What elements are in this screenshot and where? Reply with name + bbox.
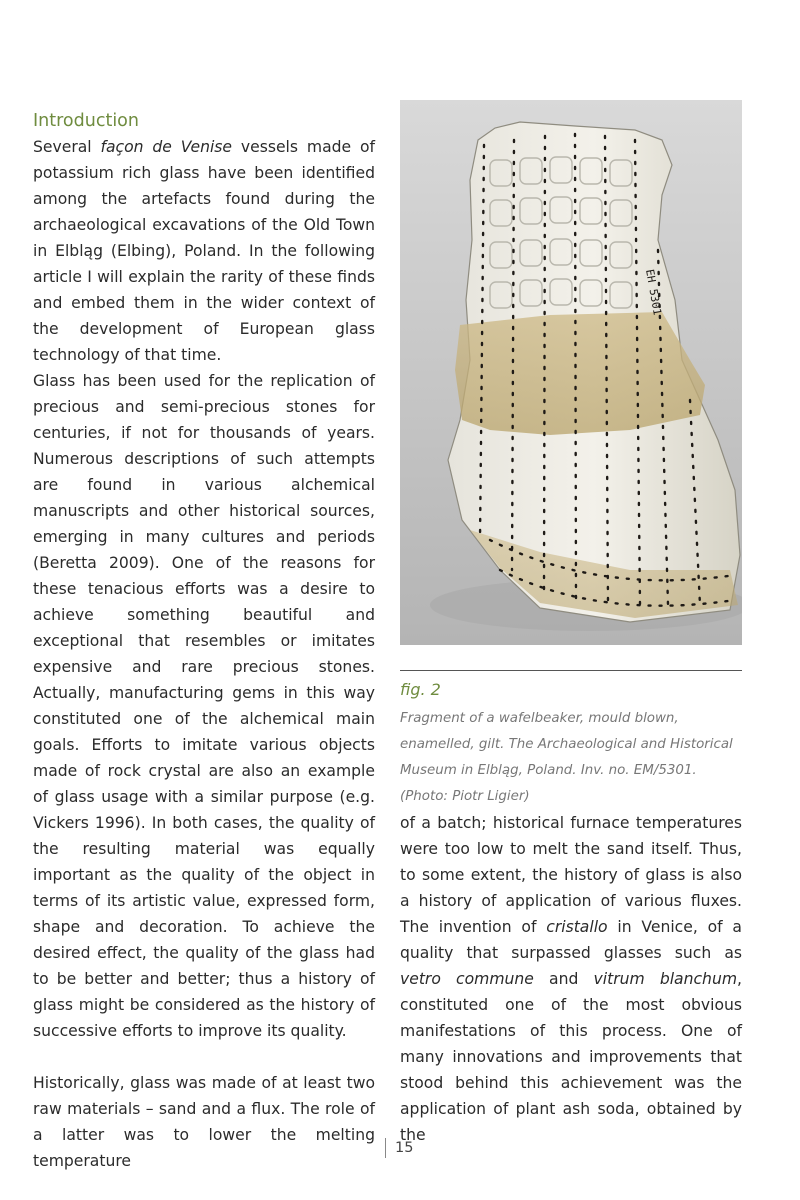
italic-vetro-commune: vetro commune (400, 970, 534, 988)
italic-cristallo: cristallo (546, 918, 608, 936)
p1-text-start: Several (33, 138, 101, 156)
paragraph-2: Glass has been used for the replication of precious and semi-precious stones for centuries, if not for thousands of years. Numerous descriptions of such attempts are found in various alchemical manuscripts and other historical sources, emerging in many cultures and periods (Beretta 2009). One of the reasons for these tenacious efforts was a desire to achieve something beautiful and exceptional that resembles or imitates expensive and rare precious stones. Actually, manufacturing gems in this way constituted one of the alchemical main goals. Efforts to imitate various objects made of rock crystal are also an example of glass usage with a similar purpose (e.g. Vickers 1996). In both cases, the quality of the resulting material was equally important as the quality of the object in terms of its artistic value, expressed form, shape and decoration. To achieve the desired effect, the quality of the glass had to be better and better; thus a history of glass might be considered as the history of successive efforts to improve its quality. (33, 372, 375, 1040)
inventory-inscription: EH 5301 (643, 268, 664, 317)
figure-label: fig. 2 (400, 680, 441, 699)
paragraph-3: Historically, glass was made of at least two raw materials – sand and a flux. The role of a latter was to lower the melting temperature (33, 1074, 375, 1170)
italic-vitrum-blanchum: vitrum blanchum (593, 970, 738, 988)
paragraph-1 (33, 134, 375, 368)
section-heading: Introduction (33, 111, 139, 131)
right-column (400, 810, 742, 1148)
p1-italic-term: façon de Venise (100, 138, 233, 156)
page-number: 15 (385, 1138, 413, 1158)
right-text-3: and (533, 970, 594, 988)
right-text-4: , constituted one of the most obvious manifestations of this process. One of many innovations and improvements that stood behind this achievement was the application of plant ash soda, obtained by the (400, 970, 742, 1144)
figure-divider (400, 670, 742, 671)
figure-photo (400, 100, 742, 645)
right-text-1: of a batch; historical furnace temperatures were too low to melt the sand itself. Thus, to some extent, the history of glass is also a history of application of various fluxes. The invention of (400, 814, 742, 936)
right-text-2: in Venice, of a quality that surpassed glasses such as (400, 918, 742, 962)
glass-beaker-illustration (400, 100, 742, 645)
right-paragraph (400, 810, 742, 1148)
left-column (33, 108, 375, 1174)
gilded-band-shape (455, 312, 705, 435)
figure-caption: Fragment of a wafelbeaker, mould blown, enamelled, gilt. The Archaeological and Historical Museum in Elbląg, Poland. Inv. no. EM/5301. (Photo: Piotr Ligier) (400, 711, 733, 804)
p1-text-end: vessels made of potassium rich glass have been identified among the artefacts found during the archaeological excavations of the Old Town in Elbląg (Elbing), Poland. In the following article I will explain the rarity of these finds and embed them in the wider context of the development of European glass technology of that time. (33, 138, 376, 364)
